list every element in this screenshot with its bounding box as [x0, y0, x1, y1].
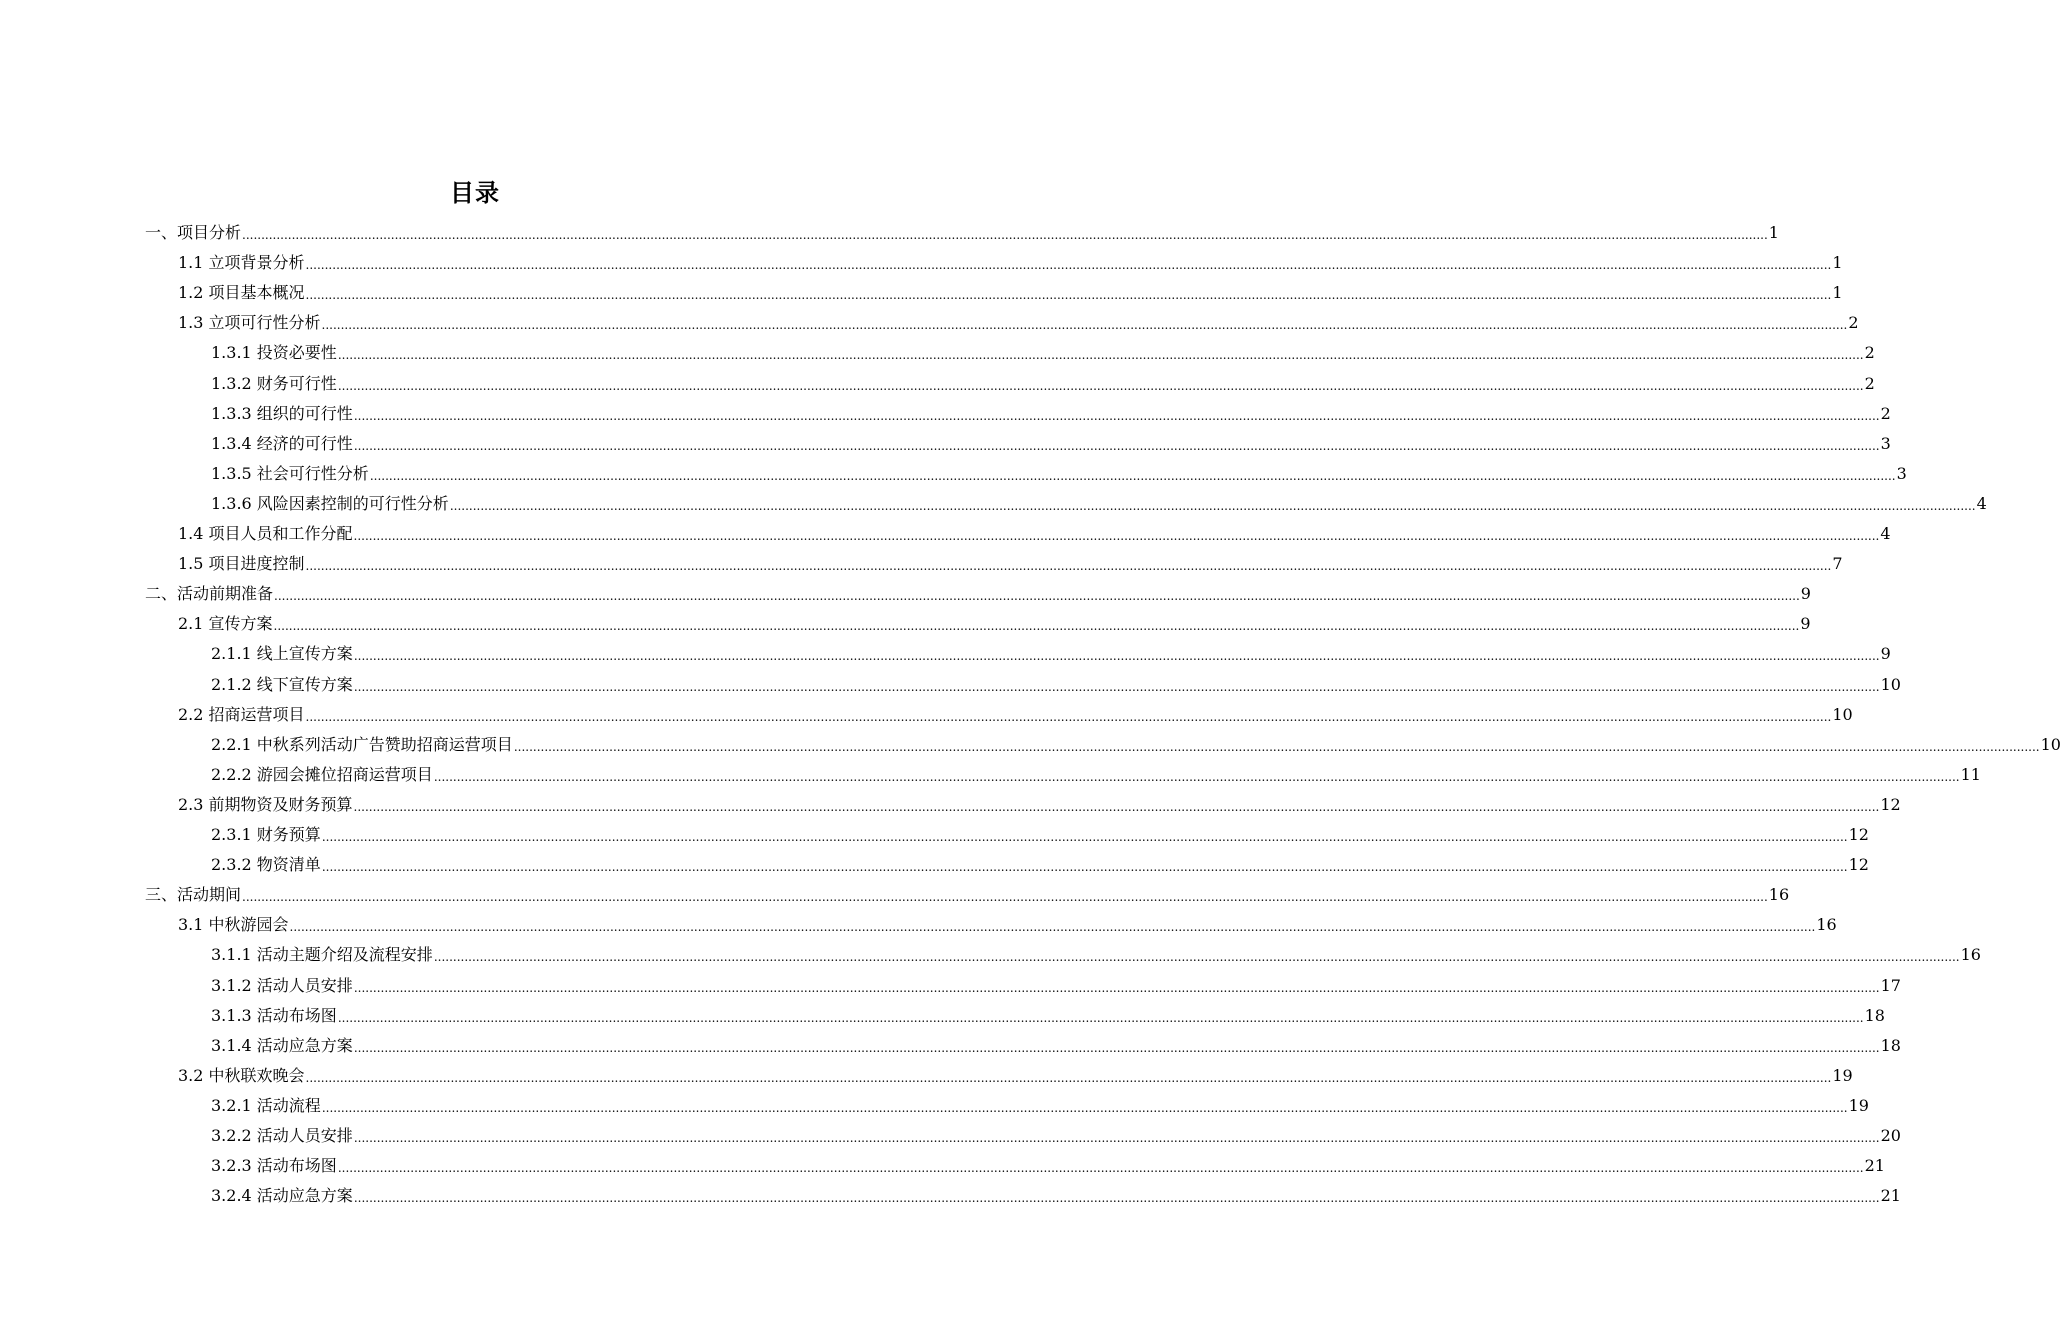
toc-dot-leader: ................................................................................................................................................................................................................................................................................................................................................................................................................ [242, 228, 1768, 242]
toc-entry[interactable] [211, 730, 2061, 760]
toc-page-number: 12 [1848, 855, 1869, 875]
toc-entry-title: 1.1 立项背景分析 [178, 253, 305, 273]
toc-page-number: 16 [1960, 945, 1981, 965]
toc-entry-title: 2.3 前期物资及财务预算 [178, 794, 353, 814]
toc-page-number: 2 [1864, 343, 1875, 363]
toc-page-number: 3 [1880, 433, 1891, 453]
toc-entry-title: 3.2 中秋联欢晚会 [178, 1065, 305, 1085]
toc-entry[interactable] [178, 308, 1859, 338]
toc-page-number: 21 [1880, 1186, 1901, 1206]
toc-entry[interactable] [211, 760, 1981, 790]
toc-page-number: 10 [1832, 704, 1853, 724]
toc-entry-title: 2.3.1 财务预算 [211, 825, 321, 844]
toc-dot-leader: ................................................................................................................................................................................................................................................................................................................................................................................................................ [337, 348, 1864, 363]
toc-entry-title: 1.3.1 投资必要性 [211, 343, 337, 363]
toc-page-number: 1 [1832, 253, 1843, 273]
toc-entry-title: 一、项目分析 [145, 223, 242, 242]
toc-page-number: 17 [1880, 975, 1901, 995]
toc-entry-title: 2.2 招商运营项目 [178, 704, 305, 724]
toc-entry-title: 二、活动前期准备 [145, 584, 274, 604]
toc-entry[interactable] [145, 880, 1790, 910]
toc-dot-leader: ................................................................................................................................................................................................................................................................................................................................................................................................................ [353, 679, 1880, 694]
toc-page-number: 16 [1816, 915, 1837, 935]
toc-page-number: 4 [1976, 493, 1987, 513]
toc-entry-title: 2.1 宣传方案 [178, 614, 273, 634]
toc-dot-leader: ................................................................................................................................................................................................................................................................................................................................................................................................................ [337, 1010, 1864, 1025]
toc-dot-leader: ................................................................................................................................................................................................................................................................................................................................................................................................................ [353, 1131, 1880, 1145]
toc-entry[interactable] [211, 489, 1987, 519]
toc-entry-title: 3.2.3 活动布场图 [211, 1156, 337, 1176]
toc-page-number: 2 [1848, 313, 1859, 333]
toc-page-number: 9 [1800, 614, 1811, 634]
toc-entry-title: 3.2.2 活动人员安排 [211, 1126, 353, 1145]
toc-entry[interactable] [211, 369, 1875, 399]
toc-page-number: 12 [1880, 794, 1901, 814]
toc-entry[interactable] [178, 519, 1891, 549]
toc-dot-leader: ................................................................................................................................................................................................................................................................................................................................................................................................................ [305, 288, 1832, 303]
toc-entry[interactable] [211, 429, 1891, 459]
toc-entry[interactable] [178, 1061, 1853, 1091]
toc-entry-title: 1.5 项目进度控制 [178, 554, 305, 574]
toc-dot-leader: ................................................................................................................................................................................................................................................................................................................................................................................................................ [337, 1161, 1864, 1176]
toc-dot-leader: ................................................................................................................................................................................................................................................................................................................................................................................................................ [353, 799, 1880, 814]
toc-page-number: 18 [1864, 1005, 1885, 1025]
toc-entry-title: 3.1 中秋游园会 [178, 915, 289, 935]
toc-dot-leader: ................................................................................................................................................................................................................................................................................................................................................................................................................ [449, 498, 1976, 513]
toc-page-number: 2 [1880, 403, 1891, 423]
toc-entry[interactable] [211, 1091, 1869, 1121]
toc-entry[interactable] [145, 218, 1779, 248]
toc-dot-leader: ................................................................................................................................................................................................................................................................................................................................................................................................................ [305, 258, 1832, 273]
toc-entry[interactable] [211, 670, 1901, 700]
toc-entry[interactable] [211, 338, 1875, 368]
toc-entry-title: 1.2 项目基本概况 [178, 283, 305, 303]
toc-dot-leader: ................................................................................................................................................................................................................................................................................................................................................................................................................ [321, 318, 1848, 333]
toc-entry-title: 1.3 立项可行性分析 [178, 313, 321, 333]
toc-entry[interactable] [178, 910, 1837, 940]
toc-page-number: 4 [1880, 524, 1891, 543]
toc-dot-leader: ................................................................................................................................................................................................................................................................................................................................................................................................................ [353, 1191, 1880, 1206]
toc-page-number: 12 [1848, 825, 1869, 844]
toc-entry-title: 1.4 项目人员和工作分配 [178, 524, 353, 543]
toc-entry[interactable] [211, 1151, 1885, 1181]
toc-dot-leader: ................................................................................................................................................................................................................................................................................................................................................................................................................ [305, 709, 1832, 724]
toc-dot-leader: ................................................................................................................................................................................................................................................................................................................................................................................................................ [369, 468, 1896, 483]
toc-dot-leader: ................................................................................................................................................................................................................................................................................................................................................................................................................ [273, 619, 1800, 634]
toc-title: 目录 [450, 179, 500, 207]
toc-dot-leader: ................................................................................................................................................................................................................................................................................................................................................................................................................ [289, 920, 1816, 935]
toc-page-number: 7 [1832, 554, 1843, 574]
toc-entry[interactable] [145, 579, 1811, 609]
toc-page-number: 10 [2040, 734, 2061, 754]
toc-entry-title: 2.3.2 物资清单 [211, 855, 321, 875]
toc-entry[interactable] [178, 248, 1843, 278]
toc-entry-title: 1.3.2 财务可行性 [211, 373, 337, 393]
toc-entry[interactable] [211, 940, 1981, 970]
toc-dot-leader: ................................................................................................................................................................................................................................................................................................................................................................................................................ [353, 1040, 1880, 1055]
toc-dot-leader: ................................................................................................................................................................................................................................................................................................................................................................................................................ [353, 980, 1880, 995]
toc-entry-title: 2.2.1 中秋系列活动广告赞助招商运营项目 [211, 734, 513, 754]
toc-entry-title: 1.3.4 经济的可行性 [211, 433, 353, 453]
toc-entry[interactable] [211, 850, 1869, 880]
toc-dot-leader: ................................................................................................................................................................................................................................................................................................................................................................................................................ [353, 529, 1880, 543]
toc-page-number: 18 [1880, 1035, 1901, 1055]
toc-page-number: 9 [1880, 644, 1891, 664]
toc-page-number: 1 [1768, 223, 1779, 242]
toc-entry-title: 3.1.3 活动布场图 [211, 1005, 337, 1025]
toc-dot-leader: ................................................................................................................................................................................................................................................................................................................................................................................................................ [433, 950, 1960, 965]
toc-dot-leader: ................................................................................................................................................................................................................................................................................................................................................................................................................ [305, 1070, 1832, 1085]
toc-page-number: 11 [1960, 764, 1981, 784]
toc-dot-leader: ................................................................................................................................................................................................................................................................................................................................................................................................................ [321, 1100, 1848, 1115]
toc-entry[interactable] [178, 549, 1843, 579]
toc-entry[interactable] [211, 1181, 1901, 1211]
toc-entry-title: 3.1.1 活动主题介绍及流程安排 [211, 945, 433, 965]
toc-dot-leader: ................................................................................................................................................................................................................................................................................................................................................................................................................ [353, 438, 1880, 453]
toc-entry-title: 三、活动期间 [145, 885, 242, 905]
toc-page-number: 1 [1832, 283, 1843, 303]
toc-entry[interactable] [178, 790, 1901, 820]
toc-entry[interactable] [178, 278, 1843, 308]
toc-entry[interactable] [211, 1121, 1901, 1151]
toc-entry[interactable] [178, 700, 1853, 730]
toc-page-number: 19 [1848, 1095, 1869, 1115]
toc-page-number: 3 [1896, 463, 1907, 483]
toc-entry[interactable] [211, 1001, 1885, 1031]
toc-entry[interactable] [211, 639, 1891, 669]
toc-dot-leader: ................................................................................................................................................................................................................................................................................................................................................................................................................ [321, 830, 1848, 844]
toc-entry-title: 3.2.1 活动流程 [211, 1095, 321, 1115]
toc-dot-leader: ................................................................................................................................................................................................................................................................................................................................................................................................................ [337, 378, 1864, 393]
toc-entry-title: 3.2.4 活动应急方案 [211, 1186, 353, 1206]
toc-entry[interactable] [211, 971, 1901, 1001]
toc-entry[interactable] [211, 399, 1891, 429]
toc-page-number: 19 [1832, 1065, 1853, 1085]
toc-entry-title: 1.3.3 组织的可行性 [211, 403, 353, 423]
toc-page-number: 2 [1864, 373, 1875, 393]
toc-dot-leader: ................................................................................................................................................................................................................................................................................................................................................................................................................ [353, 408, 1880, 423]
toc-entry[interactable] [211, 459, 1907, 489]
toc-dot-leader: ................................................................................................................................................................................................................................................................................................................................................................................................................ [305, 559, 1832, 574]
toc-entry-title: 2.1.1 线上宣传方案 [211, 644, 353, 664]
toc-page-number: 16 [1768, 885, 1790, 905]
toc-entry-title: 1.3.5 社会可行性分析 [211, 463, 369, 483]
toc-entry[interactable] [178, 609, 1811, 639]
toc-entry-title: 2.2.2 游园会摊位招商运营项目 [211, 764, 433, 784]
toc-dot-leader: ................................................................................................................................................................................................................................................................................................................................................................................................................ [513, 739, 2040, 754]
toc-entry-title: 3.1.2 活动人员安排 [211, 975, 353, 995]
toc-entry[interactable] [211, 1031, 1901, 1061]
toc-page-number: 21 [1864, 1156, 1885, 1176]
toc-entry-title: 2.1.2 线下宣传方案 [211, 674, 353, 694]
toc-entry[interactable] [211, 820, 1869, 850]
toc-dot-leader: ................................................................................................................................................................................................................................................................................................................................................................................................................ [274, 589, 1800, 604]
toc-page-number: 20 [1880, 1126, 1901, 1145]
toc-page-number: 10 [1880, 674, 1901, 694]
toc-entry-title: 3.1.4 活动应急方案 [211, 1035, 353, 1055]
toc-dot-leader: ................................................................................................................................................................................................................................................................................................................................................................................................................ [353, 649, 1880, 664]
toc-page-number: 9 [1800, 584, 1811, 604]
toc-entry-title: 1.3.6 风险因素控制的可行性分析 [211, 493, 449, 513]
toc-dot-leader: ................................................................................................................................................................................................................................................................................................................................................................................................................ [321, 860, 1848, 875]
toc-dot-leader: ................................................................................................................................................................................................................................................................................................................................................................................................................ [242, 890, 1768, 905]
toc-dot-leader: ................................................................................................................................................................................................................................................................................................................................................................................................................ [433, 769, 1960, 784]
